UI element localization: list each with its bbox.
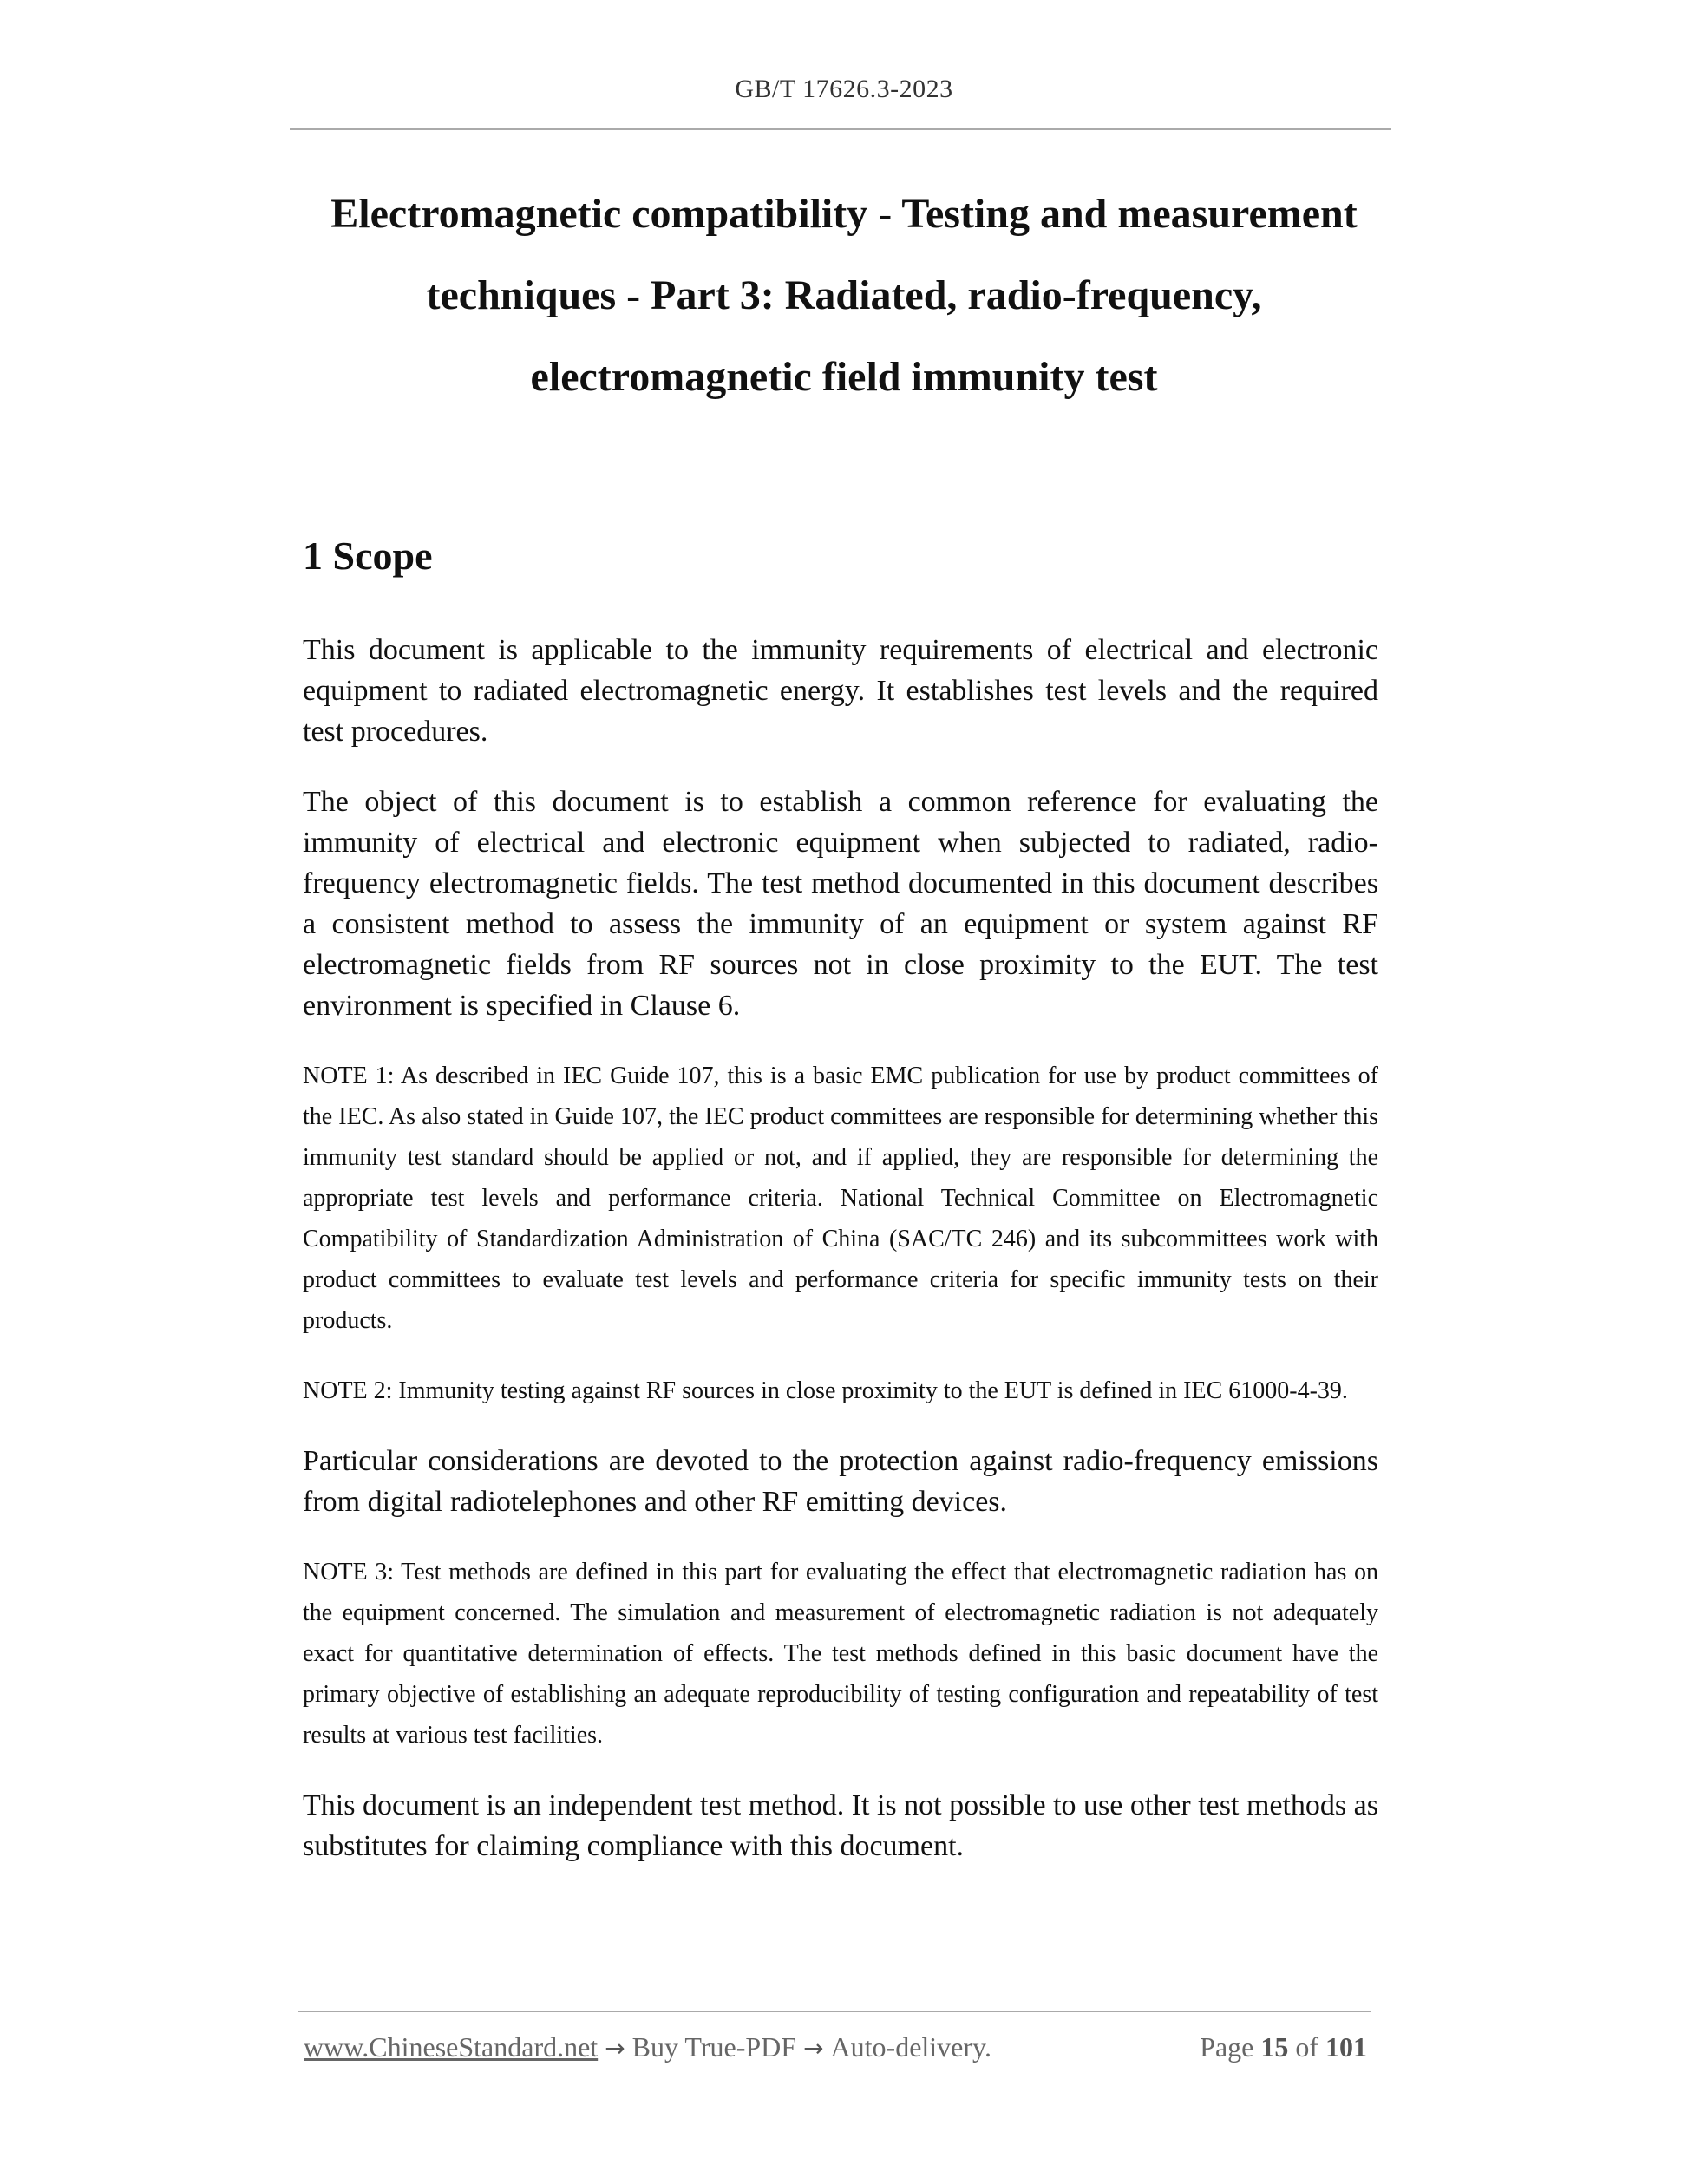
scope-paragraph-4: This document is an independent test method. It is not possible to use other test methods as substitutes for claiming compliance with this document. [303, 1789, 1378, 1862]
note-3: NOTE 3: Test methods are defined in this part for evaluating the effect that electromagnetic radiation has on the equipment concerned. The simulation and measurement of electromagnetic radiation is not adequately exact for quantitative determination of effects. The test methods defined in this basic document have the primary objective of establishing an adequate reproducibility of testing configuration and repeatability of test results at various test facilities. [303, 1559, 1378, 1749]
footer-divider [298, 2011, 1371, 2012]
page-of: of [1295, 2031, 1318, 2063]
section-content [303, 630, 1378, 1896]
note-2: NOTE 2: Immunity testing against RF sources in close proximity to the EUT is defined in IEC 61000-4-39. [303, 1377, 1348, 1404]
page-header-code: GB/T 17626.3-2023 [735, 75, 953, 103]
scope-paragraph-1: This document is applicable to the immunity requirements of electrical and electronic equipment to radiated electromagnetic energy. It establishes test levels and the required test procedures. [303, 634, 1378, 748]
scope-paragraph-2: The object of this document is to establish a common reference for evaluating the immunity of electrical and electronic equipment when subjected to radiated, radio-frequency electromagnetic fields. The test method documented in this document describes a consistent method to assess the immunity of an equipment or system against RF electromagnetic fields from RF sources not in close proximity to the EUT. The test environment is specified in Clause 6. [303, 786, 1378, 1022]
page-total: 101 [1325, 2031, 1367, 2063]
page-label: Page [1200, 2031, 1254, 2063]
buy-true-pdf-text: Buy True-PDF [631, 2031, 797, 2063]
arrow-right-icon: → [803, 2034, 824, 2063]
title-line-3: electromagnetic field immunity test [530, 354, 1158, 400]
footer-promo [304, 2031, 991, 2063]
section-heading: 1 Scope [303, 533, 433, 578]
note-1: NOTE 1: As described in IEC Guide 107, this is a basic EMC publication for use by product committees of the IEC. As also stated in Guide 107, the IEC product committees are responsible for determining whether this immunity test standard should be applied or not, and if applied, they are responsible for determining the appropriate test levels and performance criteria. National Technical Committee on Electromagnetic Compatibility of Standardization Administration of China (SAC/TC 246) and its subcommittees work with product committees to evaluate test levels and performance criteria for specific immunity tests on their products. [303, 1063, 1378, 1334]
page-number [1200, 2031, 1367, 2063]
arrow-right-icon: → [605, 2034, 625, 2063]
scope-paragraph-3: Particular considerations are devoted to the protection against radio-frequency emissions from digital radiotelephones and other RF emitting devices. [303, 1445, 1378, 1518]
page-current: 15 [1260, 2031, 1289, 2063]
document-title [217, 173, 1471, 418]
title-line-2: techniques - Part 3: Radiated, radio-frequency, [426, 272, 1262, 318]
auto-delivery-text: Auto-delivery. [830, 2031, 991, 2063]
title-line-1: Electromagnetic compatibility - Testing and measurement [330, 191, 1358, 237]
chinesestandard-link[interactable]: www.ChineseStandard.net [304, 2031, 599, 2063]
header-divider [290, 128, 1391, 130]
page-footer [304, 2031, 1367, 2063]
